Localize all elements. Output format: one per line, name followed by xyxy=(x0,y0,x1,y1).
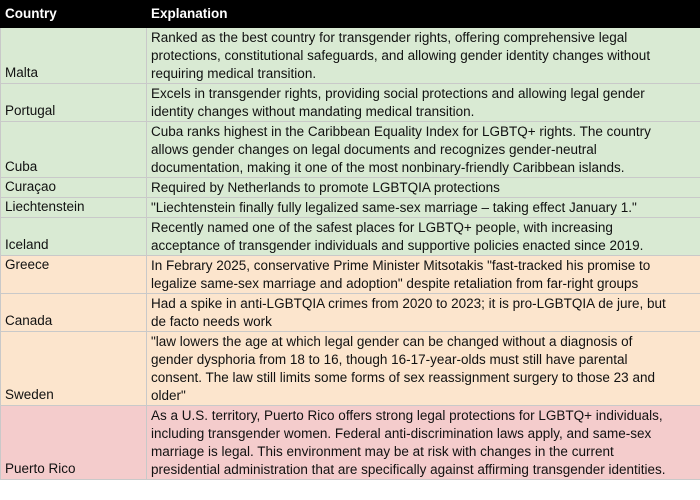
explanation-line: consent. The law still limits some forms of sex reassignment surgery to those 23 and xyxy=(151,370,655,385)
explanation-line: Cuba ranks highest in the Caribbean Equality Index for LGBTQ+ rights. The country xyxy=(151,124,651,139)
explanation-line: Required by Netherlands to promote LGBTQIA protections xyxy=(151,180,500,195)
explanation-line: including transgender women. Federal anti-discrimination laws apply, and same-sex xyxy=(151,426,652,441)
explanation-cell[interactable] xyxy=(147,218,700,256)
explanation-line: gender dysphoria from 18 to 16, though 16-17-year-olds must still have parental xyxy=(151,352,628,367)
explanation-line: documentation, making it one of the most nonbinary-friendly Caribbean islands. xyxy=(151,160,625,175)
explanation-cell[interactable] xyxy=(147,178,700,198)
explanation-line: Had a spike in anti-LGBTQIA crimes from 2020 to 2023; it is pro-LGBTQIA de jure, but xyxy=(151,296,666,311)
explanation-cell[interactable] xyxy=(147,122,700,178)
table-row xyxy=(1,294,700,332)
table-row xyxy=(1,198,700,218)
explanation-cell[interactable] xyxy=(147,294,700,332)
country-cell[interactable]: Puerto Rico xyxy=(1,406,147,480)
explanation-cell[interactable] xyxy=(147,198,700,218)
explanation-line: presidential administration that are specifically against affirming transgender identities. xyxy=(151,462,666,477)
explanation-column-header[interactable]: Explanation xyxy=(147,1,700,28)
explanation-cell[interactable] xyxy=(147,332,700,406)
explanation-line: marriage is legal. This environment may be at risk with changes in the current xyxy=(151,444,614,459)
explanation-line: identity changes without mandating medical transition. xyxy=(151,104,475,119)
country-cell[interactable]: Malta xyxy=(1,28,147,84)
country-cell[interactable]: Iceland xyxy=(1,218,147,256)
country-cell[interactable]: Portugal xyxy=(1,84,147,122)
header-row xyxy=(1,1,700,28)
explanation-line: Recently named one of the safest places for LGBTQ+ people, with increasing xyxy=(151,220,613,235)
table-row xyxy=(1,332,700,406)
explanation-line: de facto needs work xyxy=(151,314,272,329)
table-row xyxy=(1,122,700,178)
explanation-line: In Febrary 2025, conservative Prime Minister Mitsotakis "fast-tracked his promise to xyxy=(151,258,651,273)
table-row xyxy=(1,28,700,84)
table-row xyxy=(1,84,700,122)
explanation-line: allows gender changes on legal documents and recognizes gender-neutral xyxy=(151,142,597,157)
explanation-line: legalize same-sex marriage and adoption" despite retaliation from far-right groups xyxy=(151,276,639,291)
explanation-line: Ranked as the best country for transgender rights, offering comprehensive legal xyxy=(151,30,628,45)
country-cell[interactable]: Sweden xyxy=(1,332,147,406)
country-cell[interactable]: Greece xyxy=(1,256,147,294)
explanation-line: older" xyxy=(151,388,186,403)
country-cell[interactable]: Liechtenstein xyxy=(1,198,147,218)
explanation-line: acceptance of transgender individuals and supportive policies enacted since 2019. xyxy=(151,238,644,253)
explanation-line: requiring medical transition. xyxy=(151,66,317,81)
table-row xyxy=(1,218,700,256)
explanation-line: protections, constitutional safeguards, and allowing gender identity changes without xyxy=(151,48,651,63)
explanation-line: "law lowers the age at which legal gender can be changed without a diagnosis of xyxy=(151,334,633,349)
explanation-line: Excels in transgender rights, providing social protections and allowing legal gender xyxy=(151,86,645,101)
explanation-line: As a U.S. territory, Puerto Rico offers strong legal protections for LGBTQ+ individuals, xyxy=(151,408,663,423)
country-column-header[interactable]: Country xyxy=(1,1,147,28)
explanation-cell[interactable] xyxy=(147,28,700,84)
explanation-cell[interactable] xyxy=(147,256,700,294)
country-cell[interactable]: Curaçao xyxy=(1,178,147,198)
explanation-line: "Liechtenstein finally fully legalized same-sex marriage – taking effect January 1." xyxy=(151,200,637,215)
table-row xyxy=(1,256,700,294)
country-cell[interactable]: Cuba xyxy=(1,122,147,178)
explanation-cell[interactable] xyxy=(147,406,700,480)
table-row xyxy=(1,178,700,198)
country-cell[interactable]: Canada xyxy=(1,294,147,332)
explanation-cell[interactable] xyxy=(147,84,700,122)
table-row xyxy=(1,406,700,480)
